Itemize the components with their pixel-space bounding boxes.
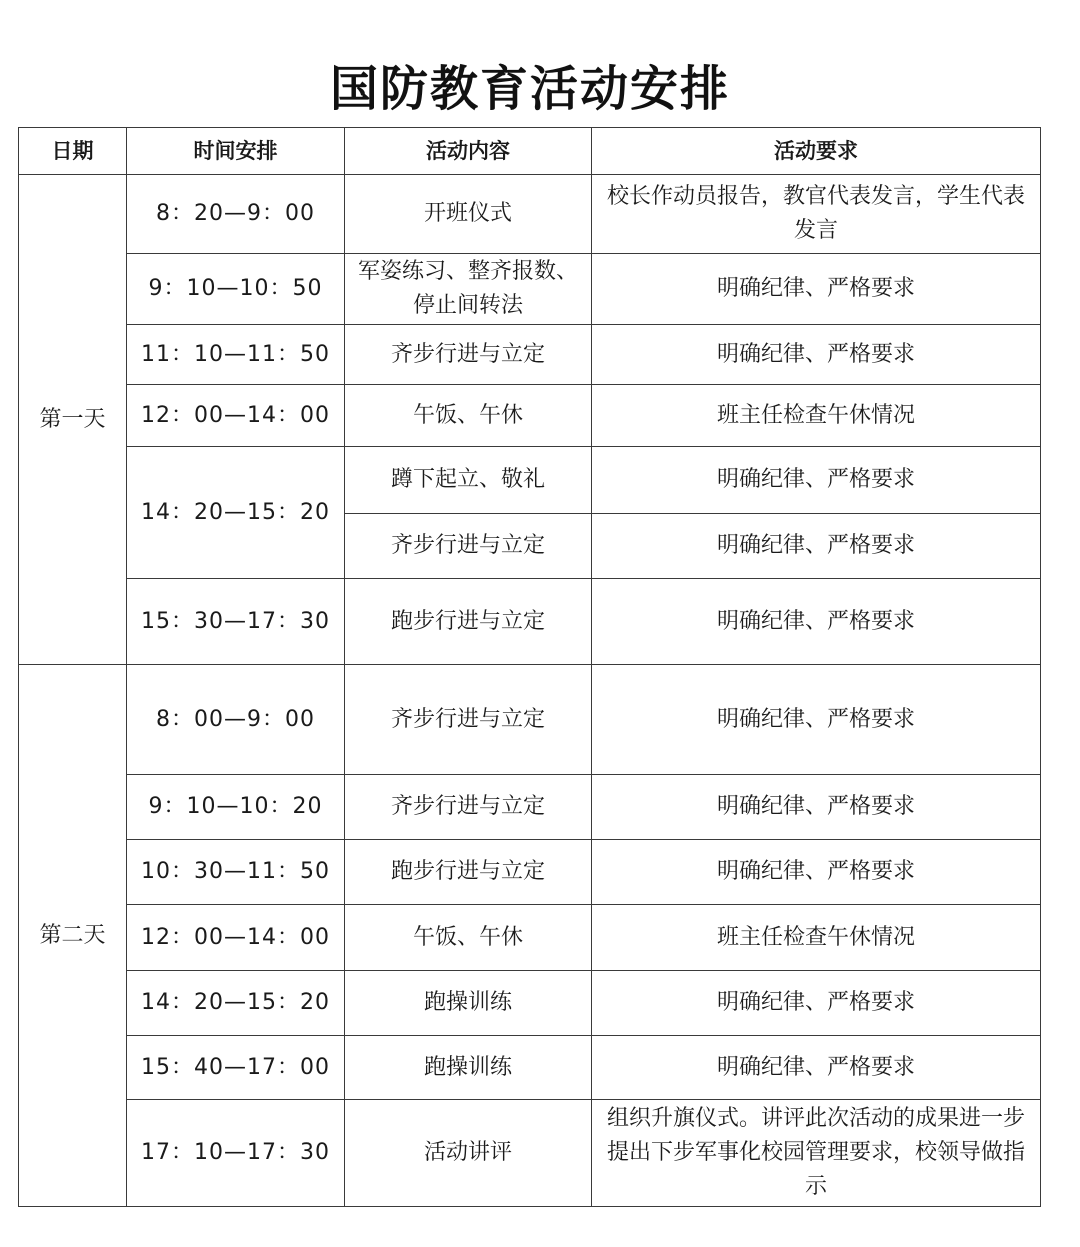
content-cell: 跑步行进与立定	[345, 840, 592, 905]
table-row	[19, 840, 1041, 905]
time-cell: 10：30—11：50	[127, 840, 345, 905]
content-cell: 开班仪式	[345, 175, 592, 254]
header-time: 时间安排	[127, 128, 345, 175]
requirement-cell: 明确纪律、严格要求	[592, 840, 1041, 905]
table-row	[19, 385, 1041, 447]
header-date: 日期	[19, 128, 127, 175]
page-title: 国防教育活动安排	[329, 61, 730, 117]
requirement-cell: 明确纪律、严格要求	[592, 579, 1041, 665]
requirement-cell: 班主任检查午休情况	[592, 905, 1041, 971]
content-cell: 跑操训练	[345, 1036, 592, 1100]
content-cell: 齐步行进与立定	[345, 775, 592, 840]
table-row	[19, 1036, 1041, 1100]
requirement-cell: 校长作动员报告，教官代表发言，学生代表发言	[592, 175, 1041, 254]
content-cell: 齐步行进与立定	[345, 325, 592, 385]
requirement-cell: 明确纪律、严格要求	[592, 665, 1041, 775]
requirement-cell: 明确纪律、严格要求	[592, 514, 1041, 579]
requirement-cell: 明确纪律、严格要求	[592, 254, 1041, 325]
content-cell: 午饭、午休	[345, 905, 592, 971]
time-cell: 12：00—14：00	[127, 905, 345, 971]
table-row	[19, 175, 1041, 254]
time-cell: 9：10—10：50	[127, 254, 345, 325]
table-row	[19, 447, 1041, 514]
content-cell: 跑步行进与立定	[345, 579, 592, 665]
day-label: 第一天	[19, 175, 127, 665]
time-cell: 12：00—14：00	[127, 385, 345, 447]
table-row	[19, 905, 1041, 971]
time-cell: 9：10—10：20	[127, 775, 345, 840]
table-row	[19, 665, 1041, 775]
requirement-cell: 组织升旗仪式。讲评此次活动的成果进一步提出下步军事化校园管理要求，校领导做指示	[592, 1100, 1041, 1207]
content-cell: 军姿练习、整齐报数、停止间转法	[345, 254, 592, 325]
table-row	[19, 1100, 1041, 1207]
table-row	[19, 579, 1041, 665]
time-cell: 14：20—15：20	[127, 447, 345, 579]
requirement-cell: 明确纪律、严格要求	[592, 1036, 1041, 1100]
requirement-cell: 明确纪律、严格要求	[592, 447, 1041, 514]
content-cell: 活动讲评	[345, 1100, 592, 1207]
header-row	[19, 128, 1041, 175]
schedule-table	[18, 127, 1041, 1207]
content-cell: 齐步行进与立定	[345, 514, 592, 579]
table-row	[19, 254, 1041, 325]
content-cell: 齐步行进与立定	[345, 665, 592, 775]
header-content: 活动内容	[345, 128, 592, 175]
time-cell: 15：30—17：30	[127, 579, 345, 665]
time-cell: 8：20—9：00	[127, 175, 345, 254]
time-cell: 15：40—17：00	[127, 1036, 345, 1100]
day-label: 第二天	[19, 665, 127, 1207]
content-cell: 蹲下起立、敬礼	[345, 447, 592, 514]
requirement-cell: 班主任检查午休情况	[592, 385, 1041, 447]
table-row	[19, 971, 1041, 1036]
time-cell: 14：20—15：20	[127, 971, 345, 1036]
table-row	[19, 775, 1041, 840]
time-cell: 17：10—17：30	[127, 1100, 345, 1207]
header-requirement: 活动要求	[592, 128, 1041, 175]
table-row	[19, 325, 1041, 385]
requirement-cell: 明确纪律、严格要求	[592, 775, 1041, 840]
content-cell: 跑操训练	[345, 971, 592, 1036]
requirement-cell: 明确纪律、严格要求	[592, 325, 1041, 385]
time-cell: 8：00—9：00	[127, 665, 345, 775]
content-cell: 午饭、午休	[345, 385, 592, 447]
time-cell: 11：10—11：50	[127, 325, 345, 385]
requirement-cell: 明确纪律、严格要求	[592, 971, 1041, 1036]
